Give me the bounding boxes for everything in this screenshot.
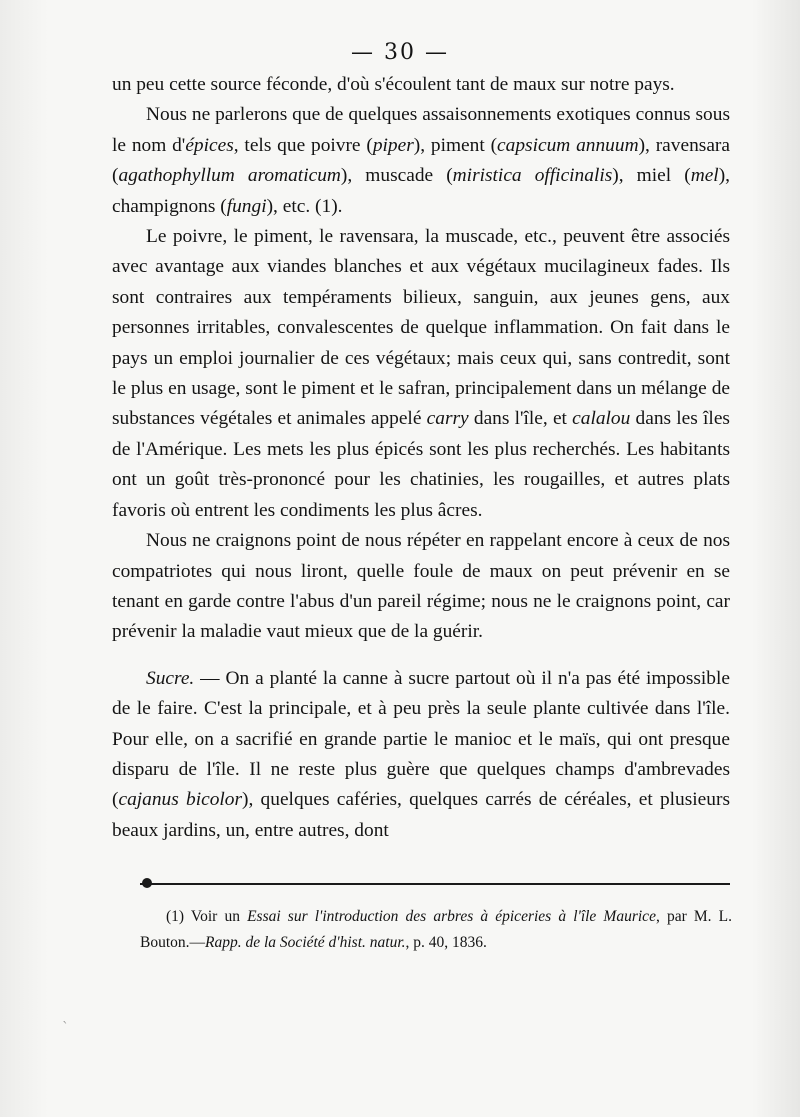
paragraph-prevenir: Nous ne craignons point de nous répéter en rappelant encore à ceux de nos compatriotes qui nous liront, quelle foule de maux on peut prévenir en se tenant en garde contre l'abus d'un pareil régime; nous ne le craignons point, car prévenir la maladie vaut mieux que de la guérir. [112, 530, 730, 643]
footnote-separator [140, 878, 730, 890]
ink-mark: ` [62, 1020, 69, 1036]
main-text [112, 70, 730, 846]
page-number: — 30 — [351, 40, 449, 65]
section-heading-sucre: Sucre. [146, 667, 195, 689]
separator-rule [140, 883, 730, 885]
paragraph-epices: Nous ne parlerons que de quelques assaisonnements exotiques connus sous le nom d'épices, tels que poivre (piper), piment (capsicum annuum), ravensara (agathophyllum aromaticum), muscade (miristica officinalis), miel (mel), champignons (fungi), etc. (1). [112, 104, 730, 217]
paragraph-poivre: Le poivre, le piment, le ravensara, la muscade, etc., peuvent être associés avec avantage aux viandes blanches et aux végétaux mucilagineux fades. Ils sont contraires aux tempéraments bilieux, sanguin, aux jeunes gens, aux personnes irritables, convalescentes de quelque inflammation. On fait dans le pays un emploi journalier de ces végétaux; mais ceux qui, sans contredit, sont le plus en usage, sont le piment et le safran, principalement dans un mélange de substances végétales et animales appelé carry dans l'île, et calalou dans les îles de l'Amérique. Les mets les plus épicés sont les plus recherchés. Les habitants ont un goût très-prononcé pour les chatinies, les rougailles, et autres plats favoris où entrent les condiments les plus âcres. [112, 226, 730, 521]
footnote: (1) Voir un Essai sur l'introduction des arbres à épiceries à l'île Maurice, par M. L. Bouton.—Rapp. de la Société d'hist. natur., p. 40, 1836. [140, 908, 732, 951]
paragraph-continued: un peu cette source féconde, d'où s'écoulent tant de maux sur notre pays. [112, 74, 675, 95]
paragraph-sucre: Sucre. — On a planté la canne à sucre partout où il n'a pas été impossible de le faire. C'est la principale, et à peu près la seule plante cultivée dans l'île. Pour elle, on a sacrifié en grande partie le manioc et le maïs, qui ont presque disparu de l'île. Il ne reste plus guère que quelques champs d'ambrevades (cajanus bicolor), quelques caféries, quelques carrés de céréales, et plusieurs beaux jardins, un, entre autres, dont [112, 667, 730, 841]
